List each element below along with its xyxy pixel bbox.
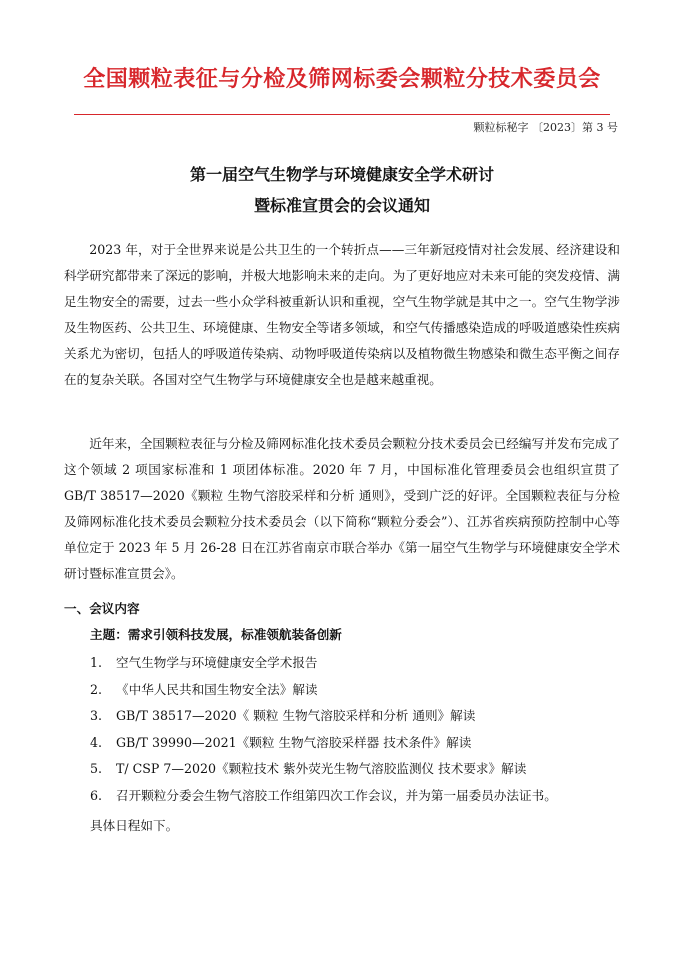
agenda-item xyxy=(90,783,630,810)
intro-paragraph: 2023 年，对于全世界来说是公共卫生的一个转折点——三年新冠疫情对社会发展、经济建设和科学研究都带来了深远的影响，并极大地影响未来的走向。为了更好地应对未来可能的突发疫情、满足生物安全的需要，过去一些小众学科被重新认识和重视，空气生物学就是其中之一。空气生物学涉及生物医药、公共卫生、环境健康、生物安全等诸多领域，和空气传播感染造成的呼吸道感染性疾病关系尤为密切，包括人的呼吸道传染病、动物呼吸道传染病以及植物微生物感染和微生态平衡之间存在的复杂关联。各国对空气生物学与环境健康安全也是越来越重视。 xyxy=(64,242,620,387)
agenda-item-number: 1. xyxy=(90,655,103,670)
agenda-item-text: 《中华人民共和国生物安全法》解读 xyxy=(116,681,318,697)
agenda-item-number: 2. xyxy=(90,681,103,697)
agenda-list xyxy=(90,650,630,809)
agenda-item xyxy=(90,756,630,783)
agenda-item xyxy=(90,730,630,757)
background-paragraph: 近年来，全国颗粒表征与分检及筛网标准化技术委员会颗粒分技术委员会已经编写并发布完成了这个领域 2 项国家标准和 1 项团体标准。2020 年 7 月，中国标准化管理委员会也组织宣贯了 GB/T 38517—2020《颗粒 生物气溶胶采样和分析 通则》，受到广泛的好评。全国颗粒表征与分检及筛网标准化技术委员会颗粒分技术委员会（以下简称“颗粒分委会”）、江苏省疾病预防控制中心等单位定于 2023 年 5 月 26-28 日在江苏省南京市联合举办《第一届空气生物学与环境健康安全学术研讨暨标准宣贯会》。 xyxy=(64,436,620,581)
section-heading: 一、会议内容 xyxy=(64,601,140,616)
agenda-item-text: 召开颗粒分委会生物气溶胶工作组第四次工作会议，并为第一届委员办法证书。 xyxy=(116,787,557,803)
notice-title-line-2: 暨标准宣贯会的会议通知 xyxy=(253,196,430,215)
agenda-item xyxy=(90,650,630,677)
agenda-item-number: 6. xyxy=(90,787,103,803)
schedule-intro: 具体日程如下。 xyxy=(90,818,179,833)
agenda-item-text: 空气生物学与环境健康安全学术报告 xyxy=(116,655,318,670)
document-number: 颗粒标秘字 〔2023〕第 3 号 xyxy=(473,121,618,134)
agenda-item-number: 3. xyxy=(90,708,103,723)
agenda-item xyxy=(90,703,630,730)
org-header-title: 全国颗粒表征与分检及筛网标委会颗粒分技术委员会 xyxy=(83,66,601,92)
agenda-item-number: 5. xyxy=(90,761,103,776)
agenda-item-text: GB/T 38517—2020《 颗粒 生物气溶胶采样和分析 通则》解读 xyxy=(116,708,476,723)
meeting-theme: 主题：需求引领科技发展，标准领航装备创新 xyxy=(90,627,342,642)
header-red-rule xyxy=(74,114,610,115)
agenda-item xyxy=(90,677,630,704)
agenda-item-text: GB/T 39990—2021《颗粒 生物气溶胶采样器 技术条件》解读 xyxy=(116,734,472,750)
agenda-item-text: T/ CSP 7—2020《颗粒技术 紫外荧光生物气溶胶监测仪 技术要求》解读 xyxy=(116,761,527,776)
notice-title-line-1: 第一届空气生物学与环境健康安全学术研讨 xyxy=(189,165,494,184)
agenda-item-number: 4. xyxy=(90,734,103,750)
